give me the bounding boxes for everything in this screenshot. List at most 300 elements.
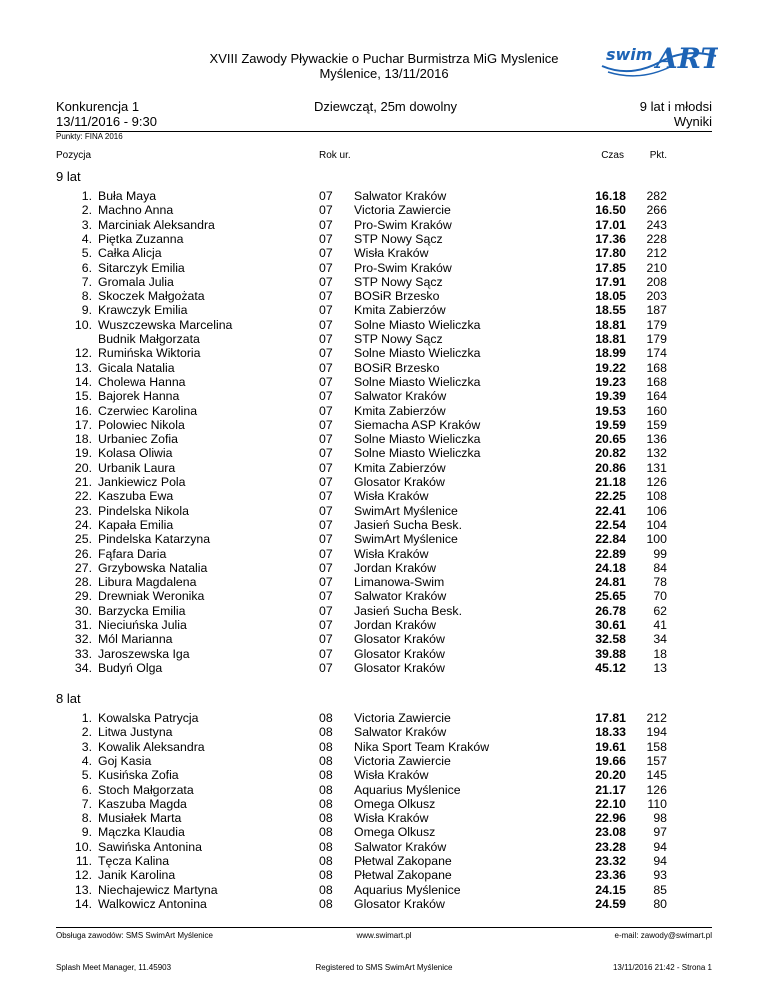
header-divider xyxy=(56,131,712,132)
result-club: Salwator Kraków xyxy=(354,189,447,203)
result-position: 21. xyxy=(74,475,92,489)
result-year: 07 xyxy=(319,517,333,532)
result-year: 07 xyxy=(319,560,333,575)
result-year: 07 xyxy=(319,189,333,203)
result-time: 26.78 xyxy=(595,603,626,618)
result-time: 23.08 xyxy=(595,825,626,840)
result-points: 179 xyxy=(646,317,667,332)
result-row xyxy=(0,303,768,317)
result-time: 25.65 xyxy=(595,589,626,604)
result-club: STP Nowy Sącz xyxy=(354,231,443,246)
result-points: 126 xyxy=(646,475,667,489)
result-time: 45.12 xyxy=(595,660,626,675)
result-name: Nieciuńska Julia xyxy=(98,618,187,632)
result-points: 108 xyxy=(646,489,667,504)
result-name: Całka Alicja xyxy=(98,246,162,261)
result-name: Goj Kasia xyxy=(98,753,152,768)
result-name: Niechajewicz Martyna xyxy=(98,882,218,897)
result-club: Omega Olkusz xyxy=(354,825,436,840)
result-row xyxy=(0,346,768,360)
result-row xyxy=(0,768,768,782)
result-row xyxy=(0,825,768,839)
result-club: Solne Miasto Wieliczka xyxy=(354,432,481,447)
result-year: 08 xyxy=(319,725,333,740)
result-name: Janik Karolina xyxy=(98,868,176,883)
result-time: 17.81 xyxy=(595,711,626,725)
result-row xyxy=(0,711,768,725)
result-position: 1. xyxy=(81,711,92,725)
result-name: Kowalik Aleksandra xyxy=(98,739,205,754)
result-club: SwimArt Myślenice xyxy=(354,503,458,518)
result-name: Kaszuba Ewa xyxy=(98,489,174,504)
result-points: 136 xyxy=(646,432,667,447)
result-year: 07 xyxy=(319,446,333,461)
points-note: Punkty: FINA 2016 xyxy=(56,132,123,141)
result-year: 08 xyxy=(319,711,333,725)
result-time: 23.36 xyxy=(595,868,626,883)
result-name: Krawczyk Emilia xyxy=(98,303,188,318)
result-points: 282 xyxy=(646,189,667,203)
event-datetime: 13/11/2016 - 9:30 xyxy=(56,114,157,129)
result-points: 41 xyxy=(653,618,667,632)
result-position: 6. xyxy=(81,260,92,275)
result-points: 78 xyxy=(653,575,667,590)
result-club: Glosator Kraków xyxy=(354,475,445,489)
result-year: 07 xyxy=(319,289,333,304)
result-row xyxy=(0,883,768,897)
result-time: 24.81 xyxy=(595,575,626,590)
column-header-points: Pkt. xyxy=(649,150,667,161)
result-position: 1. xyxy=(81,189,92,203)
result-position: 17. xyxy=(74,417,92,432)
result-year: 07 xyxy=(319,274,333,289)
result-name: Urbaniec Zofia xyxy=(98,432,178,447)
result-name: Gicala Natalia xyxy=(98,360,175,375)
result-club: Pro-Swim Kraków xyxy=(354,217,452,232)
result-position: 20. xyxy=(74,460,92,475)
result-points: 94 xyxy=(653,839,667,854)
result-points: 70 xyxy=(653,589,667,604)
result-year: 07 xyxy=(319,660,333,675)
result-name: Rumińska Wiktoria xyxy=(98,346,201,361)
result-position: 19. xyxy=(74,446,92,461)
result-points: 106 xyxy=(646,503,667,518)
result-club: Salwator Kraków xyxy=(354,839,447,854)
result-year: 07 xyxy=(319,575,333,590)
result-name: Barzycka Emilia xyxy=(98,603,186,618)
result-time: 24.59 xyxy=(595,896,626,911)
result-time: 22.96 xyxy=(595,811,626,826)
logo-text-swim: swim xyxy=(606,45,653,64)
result-row xyxy=(0,797,768,811)
result-points: 194 xyxy=(646,725,667,740)
result-club: Omega Olkusz xyxy=(354,796,436,811)
result-row xyxy=(0,246,768,260)
result-position: 14. xyxy=(74,374,92,389)
result-row xyxy=(0,404,768,418)
result-club: Jasień Sucha Besk. xyxy=(354,603,463,618)
result-row xyxy=(0,840,768,854)
result-year: 07 xyxy=(319,460,333,475)
result-year: 08 xyxy=(319,782,333,797)
result-year: 08 xyxy=(319,896,333,911)
result-year: 08 xyxy=(319,811,333,826)
result-points: 80 xyxy=(653,896,667,911)
result-name: Jankiewicz Pola xyxy=(98,475,186,489)
result-year: 07 xyxy=(319,217,333,232)
result-row xyxy=(0,575,768,589)
result-position: 7. xyxy=(81,274,92,289)
result-position: 18. xyxy=(74,432,92,447)
result-points: 145 xyxy=(646,768,667,783)
column-header-year: Rok ur. xyxy=(319,150,351,161)
result-points: 164 xyxy=(646,389,667,404)
result-year: 07 xyxy=(319,389,333,404)
result-points: 97 xyxy=(653,825,667,840)
result-year: 07 xyxy=(319,532,333,547)
result-name: Mączka Klaudia xyxy=(98,825,185,840)
result-position: 8. xyxy=(81,811,92,826)
result-name: Marciniak Aleksandra xyxy=(98,217,215,232)
result-name: Bajorek Hanna xyxy=(98,389,180,404)
results-label: Wyniki xyxy=(673,114,712,129)
result-name: Machno Anna xyxy=(98,203,174,218)
result-name: Sawińska Antonina xyxy=(98,839,202,854)
result-club: Solne Miasto Wieliczka xyxy=(354,317,481,332)
result-row xyxy=(0,361,768,375)
result-row xyxy=(0,532,768,546)
result-year: 07 xyxy=(319,260,333,275)
result-name: Musiałek Marta xyxy=(98,811,182,826)
result-year: 07 xyxy=(319,360,333,375)
result-year: 08 xyxy=(319,825,333,840)
result-year: 07 xyxy=(319,231,333,246)
result-year: 07 xyxy=(319,332,333,346)
result-club: Jordan Kraków xyxy=(354,618,437,632)
result-name: Kaszuba Magda xyxy=(98,796,187,811)
result-points: 174 xyxy=(646,346,667,361)
result-row xyxy=(0,461,768,475)
result-position: 10. xyxy=(74,317,92,332)
result-time: 17.91 xyxy=(595,274,626,289)
result-name: Budyń Olga xyxy=(98,660,163,675)
result-position: 10. xyxy=(74,839,92,854)
result-points: 168 xyxy=(646,360,667,375)
result-points: 158 xyxy=(646,739,667,754)
result-position: 2. xyxy=(81,725,92,740)
result-club: STP Nowy Sącz xyxy=(354,274,443,289)
result-club: Siemacha ASP Kraków xyxy=(354,417,481,432)
result-name: Drewniak Weronika xyxy=(98,589,205,604)
document-title: XVIII Zawody Pływackie o Puchar Burmistrza MiG Myslenice xyxy=(209,51,559,66)
result-position: 9. xyxy=(81,825,92,840)
result-name: Litwa Justyna xyxy=(98,725,173,740)
result-time: 32.58 xyxy=(595,632,626,647)
result-name: Kapała Emilia xyxy=(98,517,174,532)
group-label: 8 lat xyxy=(56,691,81,706)
result-club: STP Nowy Sącz xyxy=(354,332,443,346)
result-club: Kmita Zabierzów xyxy=(354,303,446,318)
result-name: Buła Maya xyxy=(98,189,157,203)
result-club: Solne Miasto Wieliczka xyxy=(354,346,481,361)
result-position: 9. xyxy=(81,303,92,318)
result-row xyxy=(0,811,768,825)
result-position: 4. xyxy=(81,231,92,246)
result-club: Kmita Zabierzów xyxy=(354,403,446,418)
result-row xyxy=(0,618,768,632)
result-position: 30. xyxy=(74,603,92,618)
result-time: 17.36 xyxy=(595,231,626,246)
result-time: 16.18 xyxy=(595,189,626,203)
result-position: 12. xyxy=(74,346,92,361)
result-points: 93 xyxy=(653,868,667,883)
result-time: 17.01 xyxy=(595,217,626,232)
result-year: 07 xyxy=(319,317,333,332)
result-time: 17.85 xyxy=(595,260,626,275)
result-club: SwimArt Myślenice xyxy=(354,532,458,547)
result-time: 22.25 xyxy=(595,489,626,504)
result-year: 07 xyxy=(319,546,333,561)
result-row xyxy=(0,432,768,446)
result-time: 19.59 xyxy=(595,417,626,432)
result-position: 32. xyxy=(74,632,92,647)
result-row xyxy=(0,604,768,618)
result-time: 21.17 xyxy=(595,782,626,797)
result-time: 16.50 xyxy=(595,203,626,218)
result-position: 29. xyxy=(74,589,92,604)
footer-printed: 13/11/2016 21:42 - Strona 1 xyxy=(612,963,712,972)
footer-divider xyxy=(56,927,712,928)
result-club: BOSiR Brzesko xyxy=(354,289,440,304)
result-year: 07 xyxy=(319,303,333,318)
result-time: 23.32 xyxy=(595,854,626,868)
result-row xyxy=(0,489,768,503)
result-club: Salwator Kraków xyxy=(354,589,447,604)
result-points: 187 xyxy=(646,303,667,318)
result-position: 13. xyxy=(74,360,92,375)
result-position: 11. xyxy=(75,854,92,868)
result-time: 30.61 xyxy=(595,618,626,632)
result-points: 208 xyxy=(646,274,667,289)
result-row xyxy=(0,754,768,768)
result-position: 15. xyxy=(74,389,92,404)
footer-email: e-mail: zawody@swimart.pl xyxy=(614,931,712,940)
result-row xyxy=(0,332,768,346)
result-club: Glosator Kraków xyxy=(354,660,445,675)
result-year: 07 xyxy=(319,403,333,418)
result-points: 212 xyxy=(646,246,667,261)
result-position: 28. xyxy=(74,575,92,590)
result-position: 34. xyxy=(74,660,92,675)
result-club: Wisła Kraków xyxy=(354,768,429,783)
result-year: 08 xyxy=(319,796,333,811)
result-year: 08 xyxy=(319,854,333,868)
result-time: 19.61 xyxy=(595,739,626,754)
result-club: Nika Sport Team Kraków xyxy=(354,739,490,754)
result-points: 104 xyxy=(646,517,667,532)
result-club: Jordan Kraków xyxy=(354,560,437,575)
result-row xyxy=(0,446,768,460)
result-club: Jasień Sucha Besk. xyxy=(354,517,463,532)
result-points: 131 xyxy=(646,460,667,475)
result-year: 08 xyxy=(319,868,333,883)
result-points: 110 xyxy=(647,796,667,811)
result-name: Mól Marianna xyxy=(98,632,173,647)
result-time: 20.20 xyxy=(595,768,626,783)
result-position: 2. xyxy=(81,203,92,218)
result-year: 08 xyxy=(319,882,333,897)
result-points: 203 xyxy=(646,289,667,304)
result-row xyxy=(0,189,768,203)
result-club: Victoria Zawiercie xyxy=(354,753,451,768)
result-row xyxy=(0,897,768,911)
result-position: 3. xyxy=(81,739,92,754)
result-row xyxy=(0,418,768,432)
result-position: 26. xyxy=(74,546,92,561)
result-points: 62 xyxy=(653,603,667,618)
result-row xyxy=(0,232,768,246)
result-row xyxy=(0,261,768,275)
result-position: 8. xyxy=(81,289,92,304)
result-position: 5. xyxy=(81,768,92,783)
result-row xyxy=(0,547,768,561)
result-club: BOSiR Brzesko xyxy=(354,360,440,375)
result-time: 22.89 xyxy=(595,546,626,561)
result-time: 19.66 xyxy=(595,753,626,768)
result-name: Gromala Julia xyxy=(98,274,174,289)
result-name: Walkowicz Antonina xyxy=(98,896,207,911)
result-time: 17.80 xyxy=(595,246,626,261)
result-points: 212 xyxy=(646,711,667,725)
footer-registered: Registered to SMS SwimArt Myślenice xyxy=(315,963,453,972)
result-year: 07 xyxy=(319,632,333,647)
result-club: Wisła Kraków xyxy=(354,546,429,561)
footer-software: Splash Meet Manager, 11.45903 xyxy=(56,963,172,972)
result-points: 132 xyxy=(646,446,667,461)
result-position: 14. xyxy=(74,896,92,911)
event-name: Dziewcząt, 25m dowolny xyxy=(314,99,458,114)
result-name: Budnik Małgorzata xyxy=(98,332,200,346)
result-year: 07 xyxy=(319,246,333,261)
result-row xyxy=(0,783,768,797)
result-points: 84 xyxy=(653,560,667,575)
result-name: Pindelska Katarzyna xyxy=(98,532,211,547)
result-row xyxy=(0,740,768,754)
result-position: 33. xyxy=(74,646,92,661)
result-year: 07 xyxy=(319,603,333,618)
result-time: 22.84 xyxy=(595,532,626,547)
result-position: 7. xyxy=(81,796,92,811)
result-row xyxy=(0,475,768,489)
result-position: 16. xyxy=(74,403,92,418)
result-name: Skoczek Małgożata xyxy=(98,289,205,304)
result-name: Sitarczyk Emilia xyxy=(98,260,185,275)
result-points: 18 xyxy=(653,646,667,661)
result-name: Kusińska Zofia xyxy=(98,768,179,783)
result-year: 07 xyxy=(319,489,333,504)
result-year: 07 xyxy=(319,618,333,632)
result-time: 22.54 xyxy=(595,517,626,532)
logo-text-art: ART xyxy=(656,42,718,75)
result-club: Aquarius Myślenice xyxy=(354,782,461,797)
result-time: 18.55 xyxy=(595,303,626,318)
result-time: 18.81 xyxy=(595,317,626,332)
result-position: 13. xyxy=(74,882,92,897)
result-time: 19.39 xyxy=(595,389,626,404)
result-points: 160 xyxy=(646,403,667,418)
age-group: 9 lat i młodsi xyxy=(639,99,712,114)
footer-service: Obsługa zawodów: SMS SwimArt Myślenice xyxy=(56,931,213,940)
result-club: Victoria Zawiercie xyxy=(354,711,451,725)
result-points: 94 xyxy=(653,854,667,868)
result-row xyxy=(0,275,768,289)
result-row xyxy=(0,854,768,868)
result-position: 12. xyxy=(74,868,92,883)
result-time: 24.18 xyxy=(595,560,626,575)
result-year: 07 xyxy=(319,374,333,389)
result-points: 126 xyxy=(646,782,667,797)
result-row xyxy=(0,389,768,403)
result-points: 85 xyxy=(653,882,667,897)
result-position: 27. xyxy=(74,560,92,575)
result-year: 07 xyxy=(319,589,333,604)
result-points: 210 xyxy=(646,260,667,275)
result-club: Salwator Kraków xyxy=(354,725,447,740)
result-points: 179 xyxy=(646,332,667,346)
result-club: Limanowa-Swim xyxy=(354,575,445,590)
result-points: 98 xyxy=(653,811,667,826)
result-club: Kmita Zabierzów xyxy=(354,460,446,475)
result-time: 18.05 xyxy=(595,289,626,304)
result-club: Glosator Kraków xyxy=(354,646,445,661)
result-time: 20.86 xyxy=(595,460,626,475)
result-year: 07 xyxy=(319,432,333,447)
result-points: 266 xyxy=(646,203,667,218)
result-club: Wisła Kraków xyxy=(354,246,429,261)
result-name: Kolasa Oliwia xyxy=(98,446,173,461)
result-position: 5. xyxy=(81,246,92,261)
result-points: 99 xyxy=(653,546,667,561)
result-time: 20.65 xyxy=(595,432,626,447)
result-year: 07 xyxy=(319,646,333,661)
result-name: Tęcza Kalina xyxy=(98,854,170,868)
result-row xyxy=(0,289,768,303)
result-name: Piętka Zuzanna xyxy=(98,231,184,246)
result-row xyxy=(0,632,768,646)
result-time: 23.28 xyxy=(595,839,626,854)
result-time: 19.22 xyxy=(595,360,626,375)
result-time: 39.88 xyxy=(595,646,626,661)
result-time: 19.53 xyxy=(595,403,626,418)
result-name: Pindelska Nikola xyxy=(98,503,189,518)
group-label: 9 lat xyxy=(56,169,81,184)
result-name: Jaroszewska Iga xyxy=(98,646,190,661)
result-time: 18.81 xyxy=(595,332,626,346)
column-header-time: Czas xyxy=(601,150,624,161)
footer-website: www.swimart.pl xyxy=(356,931,412,940)
result-club: Glosator Kraków xyxy=(354,632,445,647)
result-name: Polowiec Nikola xyxy=(98,417,185,432)
result-time: 18.99 xyxy=(595,346,626,361)
result-points: 228 xyxy=(646,231,667,246)
result-row xyxy=(0,589,768,603)
result-club: Solne Miasto Wieliczka xyxy=(354,374,481,389)
result-time: 22.10 xyxy=(595,796,626,811)
result-year: 08 xyxy=(319,768,333,783)
result-position: 23. xyxy=(74,503,92,518)
result-year: 07 xyxy=(319,475,333,489)
result-row xyxy=(0,218,768,232)
